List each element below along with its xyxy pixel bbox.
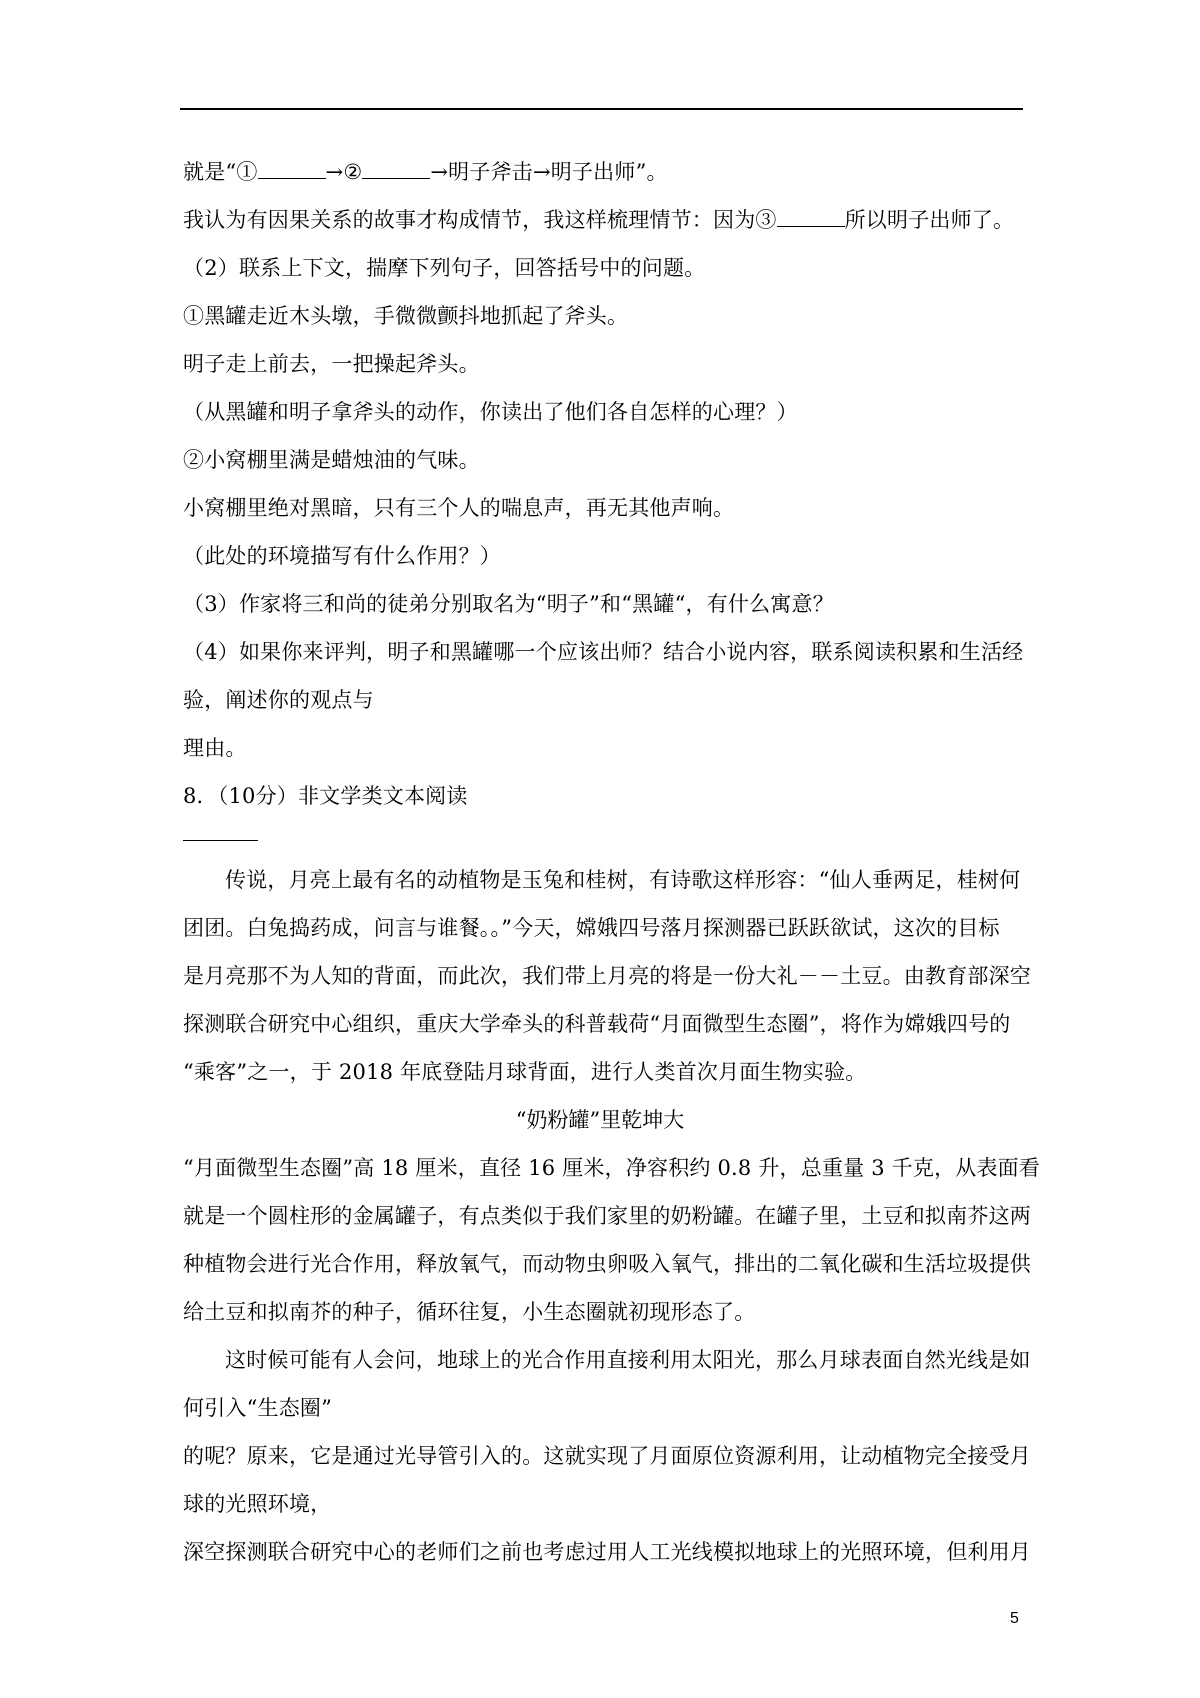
- sentence-2b: 小窝棚里绝对黑暗，只有三个人的喘息声，再无其他声响。: [183, 496, 735, 520]
- paragraph-line: 团团。白兔捣药成，问言与谁餐。。”今天，嫦娥四号落月探测器已跃跃欲试，这次的目标: [183, 916, 1000, 940]
- paragraph-line: 这时候可能有人会问，地球上的光合作用直接利用太阳光，那么月球表面自然光线是如: [225, 1348, 1031, 1372]
- prompt-1: （从黑罐和明子拿斧头的动作，你读出了他们各自怎样的心理？）: [183, 400, 798, 424]
- paragraph-line: 传说，月亮上最有名的动植物是玉兔和桂树，有诗歌这样形容：“仙人垂两足，桂树何: [225, 868, 1021, 892]
- paragraph-line: 是月亮那不为人知的背面，而此次，我们带上月亮的将是一份大礼－－土豆。由教育部深空: [183, 964, 1031, 988]
- text-segment: 我认为有因果关系的故事才构成情节，我这样梳理情节：因为③: [183, 208, 777, 232]
- prompt-2: （此处的环境描写有什么作用？）: [183, 544, 501, 568]
- paragraph-line: 种植物会进行光合作用，释放氧气，而动物虫卵吸入氧气，排出的二氧化碳和生活垃圾提供: [183, 1252, 1031, 1276]
- question-4: （4）如果你来评判，明子和黑罐哪一个应该出师？结合小说内容，联系阅读积累和生活经: [183, 640, 1024, 664]
- answer-blank-1: [258, 160, 326, 179]
- subtitle: “奶粉罐”里乾坤大: [515, 1108, 685, 1132]
- question-4-cont2: 理由。: [183, 736, 247, 760]
- paragraph-line: “月面微型生态圈”高 18 厘米，直径 16 厘米，净容积约 0.8 升，总重量 3 千克，从表面看: [183, 1156, 1041, 1180]
- text-segment: →②: [325, 160, 363, 184]
- paragraph-line: 球的光照环境，: [183, 1492, 332, 1516]
- sentence-1b: 明子走上前去，一把操起斧头。: [183, 352, 480, 376]
- paragraph-line: 何引入“生态圈”: [183, 1396, 333, 1420]
- text-segment: 所以明子出师了。: [844, 208, 1015, 232]
- question-4-cont: 验，阐述你的观点与: [183, 688, 374, 712]
- text-segment: 就是“①: [183, 160, 258, 184]
- answer-blank-3: [777, 208, 845, 227]
- answer-blank-line: [183, 840, 258, 841]
- sentence-1: ①黑罐走近木头墩，手微微颤抖地抓起了斧头。: [183, 304, 629, 328]
- header-rule: [180, 108, 1023, 110]
- text-line: [183, 205, 1014, 235]
- paragraph-line: 就是一个圆柱形的金属罐子，有点类似于我们家里的奶粉罐。在罐子里，土豆和拟南芥这两: [183, 1204, 1031, 1228]
- text-line: [183, 157, 668, 187]
- question-3: （3）作家将三和尚的徒弟分别取名为“明子”和“黑罐“，有什么寓意？: [183, 592, 834, 616]
- text-segment: →明子斧击→明子出师”。: [430, 160, 668, 184]
- paragraph-line: 深空探测联合研究中心的老师们之前也考虑过用人工光线模拟地球上的光照环境，但利用月: [183, 1540, 1031, 1564]
- paragraph-line: 给土豆和拟南芥的种子，循环往复，小生态圈就初现形态了。: [183, 1300, 756, 1324]
- paragraph-line: 探测联合研究中心组织，重庆大学牵头的科普载荷“月面微型生态圈”，将作为嫦娥四号的: [183, 1012, 1011, 1036]
- question-2: （2）联系上下文，揣摩下列句子，回答括号中的问题。: [183, 256, 706, 280]
- sentence-2: ②小窝棚里满是蜡烛油的气味。: [183, 448, 480, 472]
- paragraph-line: 的呢？原来，它是通过光导管引入的。这就实现了月面原位资源利用，让动植物完全接受月: [183, 1444, 1031, 1468]
- answer-blank-2: [362, 160, 430, 179]
- paragraph-line: “乘客”之一，于 2018 年底登陆月球背面，进行人类首次月面生物实验。: [183, 1060, 867, 1084]
- page-number: 5: [1010, 1610, 1019, 1627]
- section-heading: 8．（10分）非文学类文本阅读: [183, 784, 468, 808]
